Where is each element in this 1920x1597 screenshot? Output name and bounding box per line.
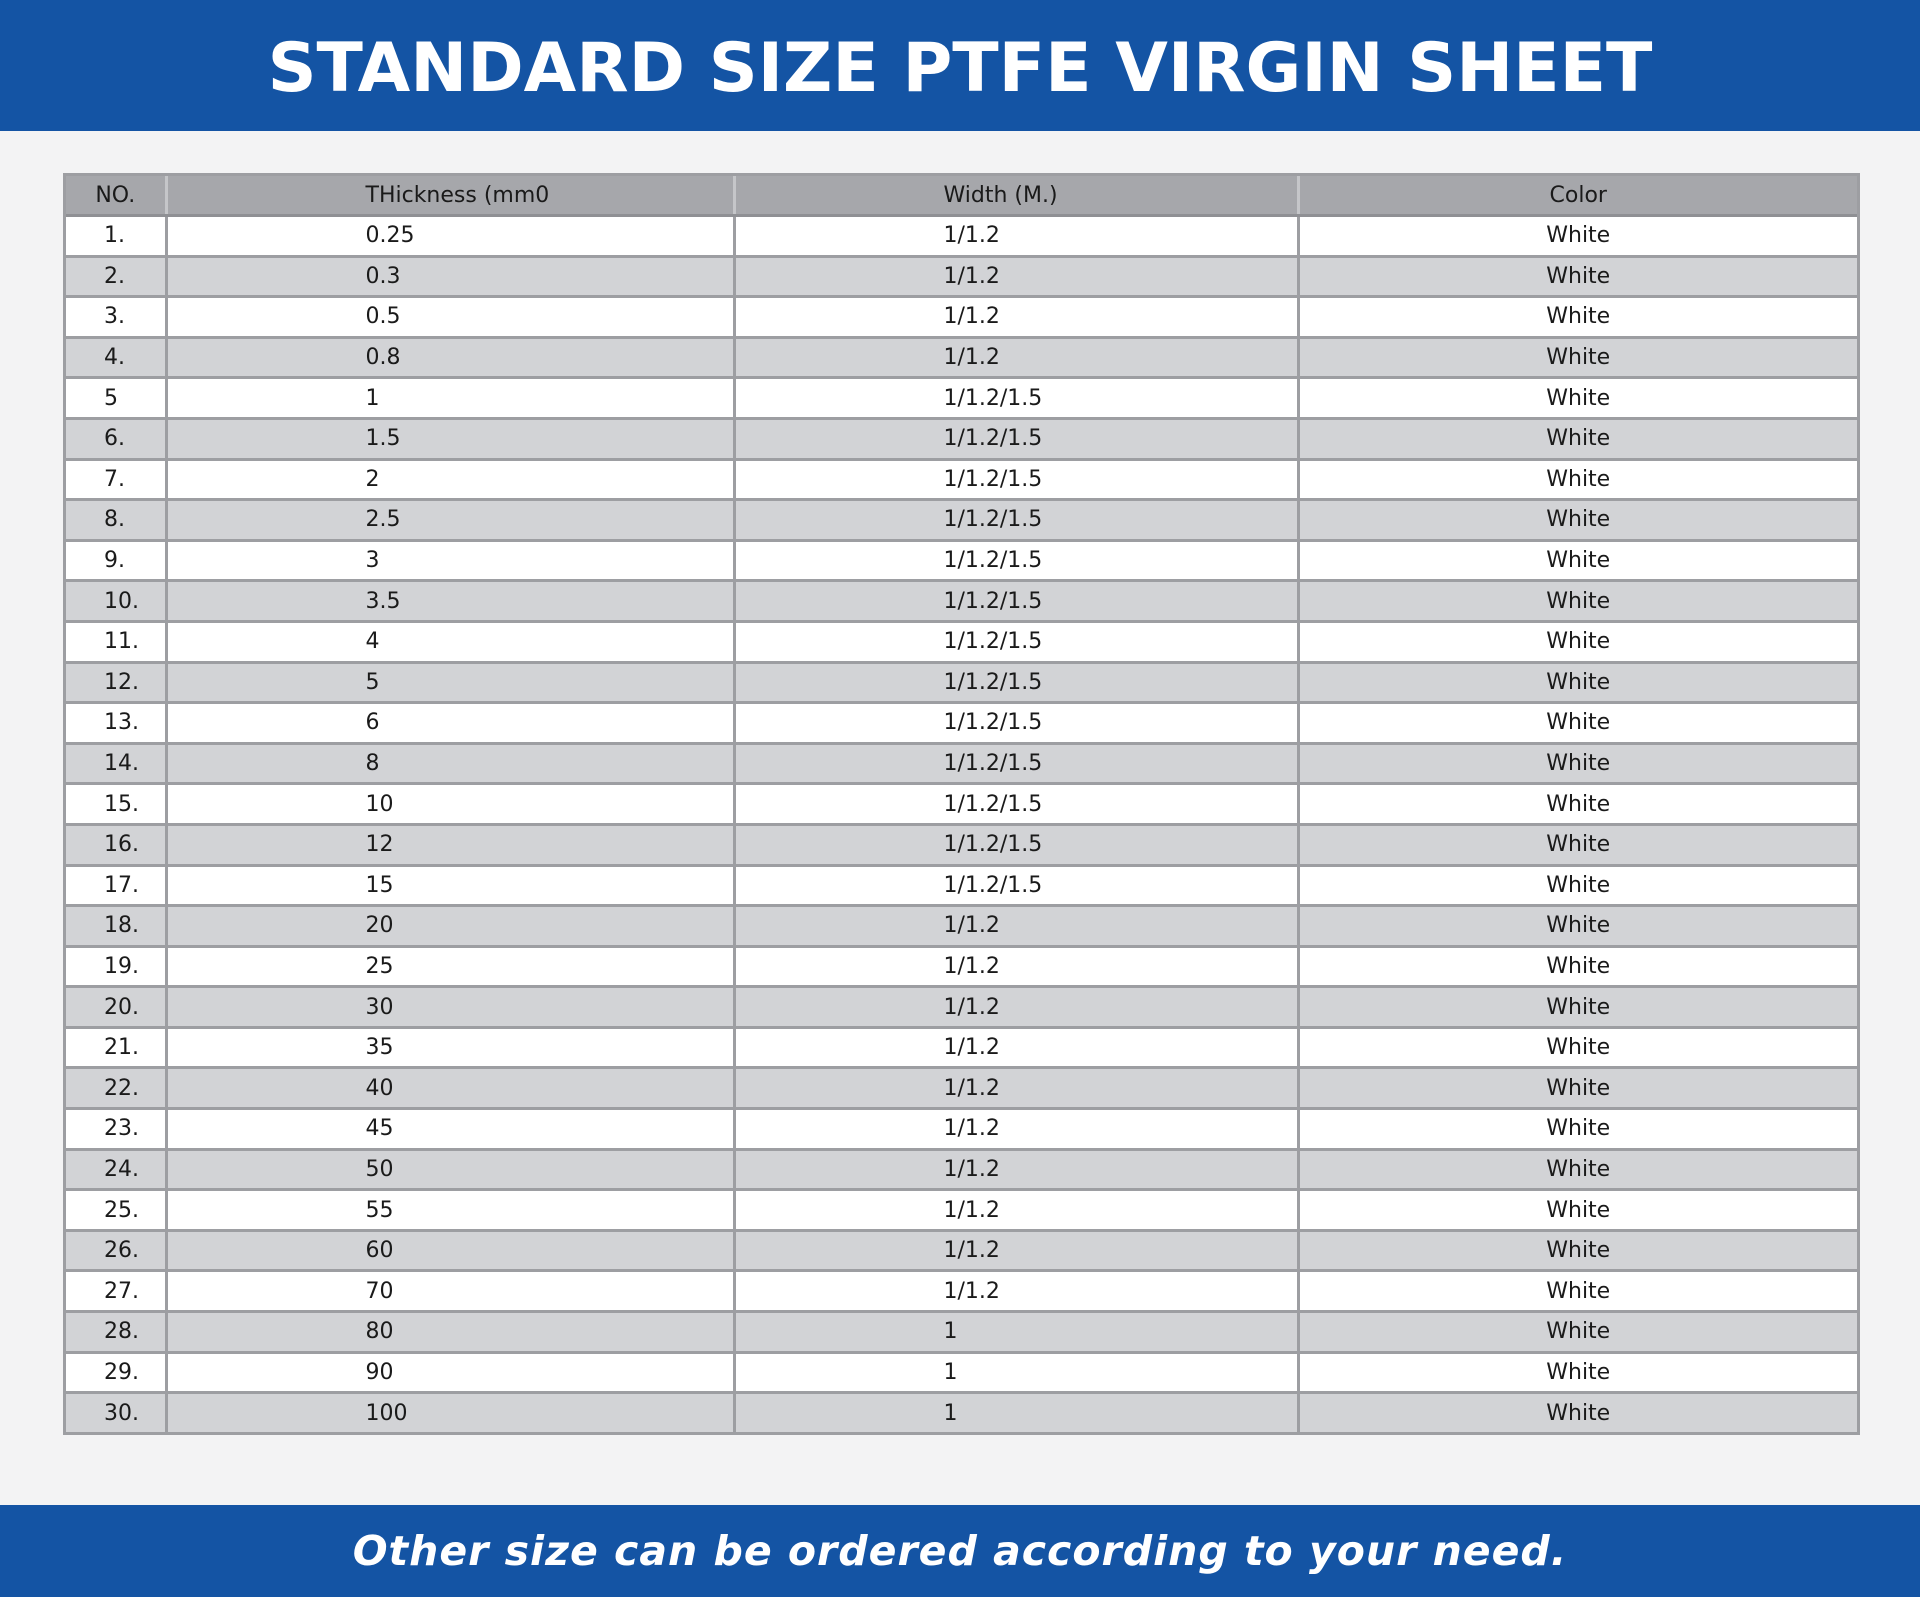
cell-no: 16. — [66, 824, 166, 865]
cell-thickness: 30 — [166, 987, 734, 1028]
column-header-width: Width (M.) — [734, 176, 1298, 216]
cell-no: 2. — [66, 256, 166, 297]
table-row — [66, 540, 1857, 581]
cell-thickness: 50 — [166, 1149, 734, 1190]
cell-thickness: 35 — [166, 1027, 734, 1068]
cell-width: 1/1.2 — [734, 1027, 1298, 1068]
title-banner — [0, 0, 1920, 131]
table-row — [66, 865, 1857, 906]
cell-width: 1/1.2 — [734, 1068, 1298, 1109]
cell-width: 1/1.2/1.5 — [734, 459, 1298, 500]
cell-width: 1/1.2/1.5 — [734, 581, 1298, 622]
cell-thickness: 10 — [166, 784, 734, 825]
cell-no: 26. — [66, 1230, 166, 1271]
table-row — [66, 1352, 1857, 1393]
cell-thickness: 3.5 — [166, 581, 734, 622]
table-row — [66, 946, 1857, 987]
cell-color: White — [1298, 987, 1857, 1028]
cell-no: 17. — [66, 865, 166, 906]
cell-no: 20. — [66, 987, 166, 1028]
table-row — [66, 662, 1857, 703]
size-table-grid — [66, 176, 1857, 1432]
cell-thickness: 0.8 — [166, 337, 734, 378]
cell-width: 1/1.2 — [734, 906, 1298, 947]
cell-thickness: 25 — [166, 946, 734, 987]
cell-color: White — [1298, 662, 1857, 703]
cell-color: White — [1298, 906, 1857, 947]
column-header-color: Color — [1298, 176, 1857, 216]
cell-no: 24. — [66, 1149, 166, 1190]
table-body — [66, 216, 1857, 1432]
cell-no: 27. — [66, 1271, 166, 1312]
cell-color: White — [1298, 581, 1857, 622]
table-row — [66, 418, 1857, 459]
table-row — [66, 1230, 1857, 1271]
cell-thickness: 4 — [166, 621, 734, 662]
cell-width: 1 — [734, 1393, 1298, 1432]
cell-thickness: 80 — [166, 1312, 734, 1353]
cell-width: 1 — [734, 1312, 1298, 1353]
cell-width: 1 — [734, 1352, 1298, 1393]
cell-width: 1/1.2 — [734, 337, 1298, 378]
cell-width: 1/1.2/1.5 — [734, 743, 1298, 784]
cell-width: 1/1.2/1.5 — [734, 378, 1298, 419]
column-header-no: NO. — [66, 176, 166, 216]
table-row — [66, 1068, 1857, 1109]
cell-width: 1/1.2/1.5 — [734, 662, 1298, 703]
footer-banner — [0, 1505, 1920, 1597]
table-row — [66, 1109, 1857, 1150]
cell-color: White — [1298, 824, 1857, 865]
table-row — [66, 337, 1857, 378]
column-header-thickness: THickness (mm0 — [166, 176, 734, 216]
table-row — [66, 621, 1857, 662]
cell-no: 18. — [66, 906, 166, 947]
cell-thickness: 20 — [166, 906, 734, 947]
cell-thickness: 12 — [166, 824, 734, 865]
cell-width: 1/1.2/1.5 — [734, 540, 1298, 581]
cell-thickness: 0.3 — [166, 256, 734, 297]
cell-thickness: 70 — [166, 1271, 734, 1312]
table-header-row — [66, 176, 1857, 216]
table-row — [66, 743, 1857, 784]
table-row — [66, 1271, 1857, 1312]
cell-color: White — [1298, 784, 1857, 825]
table-row — [66, 216, 1857, 257]
cell-thickness: 2.5 — [166, 500, 734, 541]
table-row — [66, 1027, 1857, 1068]
cell-thickness: 3 — [166, 540, 734, 581]
cell-no: 19. — [66, 946, 166, 987]
cell-thickness: 15 — [166, 865, 734, 906]
cell-width: 1/1.2 — [734, 297, 1298, 338]
cell-thickness: 90 — [166, 1352, 734, 1393]
cell-thickness: 100 — [166, 1393, 734, 1432]
cell-thickness: 1.5 — [166, 418, 734, 459]
cell-color: White — [1298, 540, 1857, 581]
cell-color: White — [1298, 378, 1857, 419]
footer-note: Other size can be ordered according to your need. — [352, 1527, 1568, 1575]
cell-thickness: 5 — [166, 662, 734, 703]
cell-no: 29. — [66, 1352, 166, 1393]
cell-no: 23. — [66, 1109, 166, 1150]
table-row — [66, 1149, 1857, 1190]
cell-color: White — [1298, 946, 1857, 987]
table-row — [66, 1312, 1857, 1353]
cell-color: White — [1298, 743, 1857, 784]
cell-color: White — [1298, 1271, 1857, 1312]
cell-width: 1/1.2/1.5 — [734, 784, 1298, 825]
cell-no: 14. — [66, 743, 166, 784]
cell-width: 1/1.2 — [734, 1230, 1298, 1271]
cell-color: White — [1298, 459, 1857, 500]
cell-thickness: 0.5 — [166, 297, 734, 338]
cell-no: 21. — [66, 1027, 166, 1068]
cell-color: White — [1298, 1109, 1857, 1150]
table-row — [66, 1393, 1857, 1432]
cell-color: White — [1298, 1149, 1857, 1190]
table-row — [66, 987, 1857, 1028]
cell-color: White — [1298, 1190, 1857, 1231]
table-row — [66, 906, 1857, 947]
table-row — [66, 703, 1857, 744]
cell-color: White — [1298, 216, 1857, 257]
cell-no: 5 — [66, 378, 166, 419]
cell-thickness: 0.25 — [166, 216, 734, 257]
table-row — [66, 378, 1857, 419]
cell-thickness: 2 — [166, 459, 734, 500]
cell-width: 1/1.2 — [734, 1190, 1298, 1231]
cell-no: 11. — [66, 621, 166, 662]
cell-width: 1/1.2 — [734, 946, 1298, 987]
cell-no: 3. — [66, 297, 166, 338]
cell-width: 1/1.2/1.5 — [734, 621, 1298, 662]
cell-no: 4. — [66, 337, 166, 378]
cell-no: 13. — [66, 703, 166, 744]
table-row — [66, 581, 1857, 622]
cell-width: 1/1.2 — [734, 1149, 1298, 1190]
cell-width: 1/1.2/1.5 — [734, 418, 1298, 459]
cell-color: White — [1298, 1068, 1857, 1109]
cell-color: White — [1298, 1027, 1857, 1068]
cell-no: 28. — [66, 1312, 166, 1353]
cell-width: 1/1.2/1.5 — [734, 703, 1298, 744]
cell-thickness: 40 — [166, 1068, 734, 1109]
cell-color: White — [1298, 337, 1857, 378]
cell-width: 1/1.2 — [734, 1109, 1298, 1150]
cell-color: White — [1298, 1312, 1857, 1353]
cell-thickness: 6 — [166, 703, 734, 744]
cell-color: White — [1298, 1393, 1857, 1432]
table-row — [66, 459, 1857, 500]
cell-color: White — [1298, 500, 1857, 541]
cell-color: White — [1298, 703, 1857, 744]
cell-color: White — [1298, 865, 1857, 906]
cell-width: 1/1.2 — [734, 216, 1298, 257]
table-row — [66, 1190, 1857, 1231]
cell-width: 1/1.2/1.5 — [734, 865, 1298, 906]
cell-color: White — [1298, 297, 1857, 338]
cell-no: 12. — [66, 662, 166, 703]
cell-width: 1/1.2 — [734, 987, 1298, 1028]
table-row — [66, 500, 1857, 541]
table-header — [66, 176, 1857, 216]
table-row — [66, 784, 1857, 825]
table-row — [66, 297, 1857, 338]
cell-no: 6. — [66, 418, 166, 459]
cell-thickness: 55 — [166, 1190, 734, 1231]
cell-no: 30. — [66, 1393, 166, 1432]
cell-color: White — [1298, 621, 1857, 662]
cell-thickness: 1 — [166, 378, 734, 419]
cell-no: 7. — [66, 459, 166, 500]
cell-thickness: 8 — [166, 743, 734, 784]
cell-color: White — [1298, 1230, 1857, 1271]
cell-color: White — [1298, 1352, 1857, 1393]
cell-width: 1/1.2 — [734, 1271, 1298, 1312]
size-table — [63, 173, 1860, 1435]
cell-no: 10. — [66, 581, 166, 622]
cell-thickness: 45 — [166, 1109, 734, 1150]
cell-color: White — [1298, 418, 1857, 459]
cell-thickness: 60 — [166, 1230, 734, 1271]
cell-no: 1. — [66, 216, 166, 257]
cell-width: 1/1.2 — [734, 256, 1298, 297]
cell-width: 1/1.2/1.5 — [734, 500, 1298, 541]
page-title: STANDARD SIZE PTFE VIRGIN SHEET — [267, 29, 1653, 108]
cell-no: 22. — [66, 1068, 166, 1109]
table-row — [66, 824, 1857, 865]
cell-no: 15. — [66, 784, 166, 825]
cell-no: 9. — [66, 540, 166, 581]
cell-no: 25. — [66, 1190, 166, 1231]
cell-color: White — [1298, 256, 1857, 297]
cell-no: 8. — [66, 500, 166, 541]
table-row — [66, 256, 1857, 297]
cell-width: 1/1.2/1.5 — [734, 824, 1298, 865]
